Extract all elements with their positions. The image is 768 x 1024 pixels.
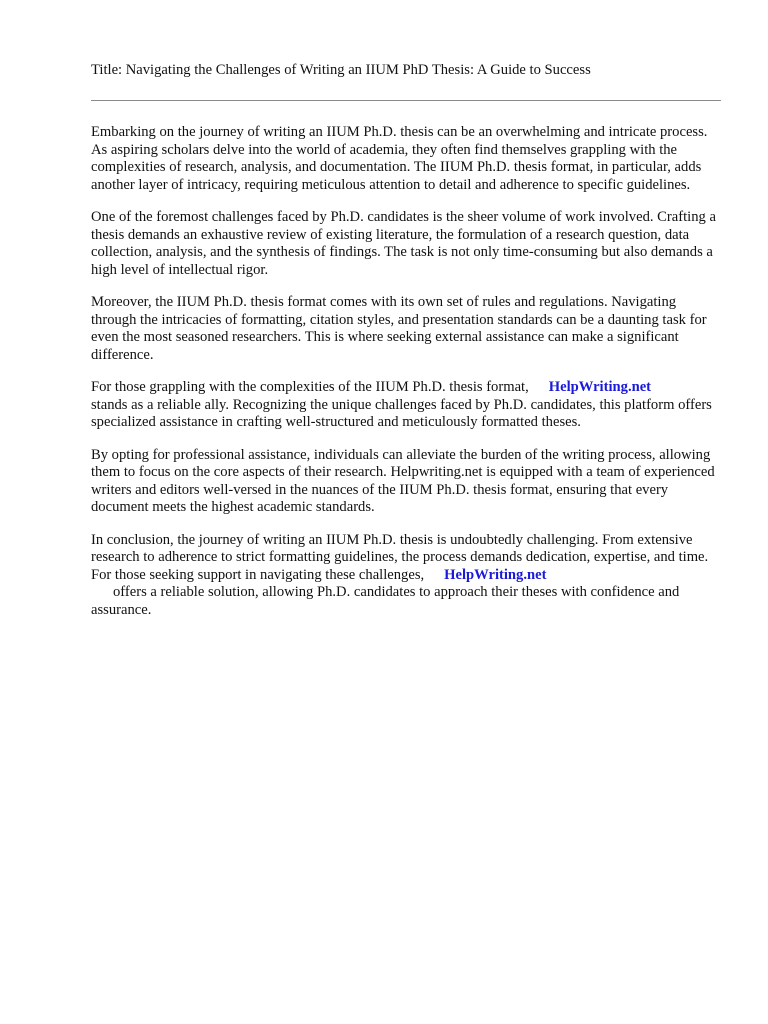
title-divider [91,100,721,101]
paragraph-text: stands as a reliable ally. Recognizing the unique challenges faced by Ph.D. candidates, this platform offers specialized assistance in crafting well-structured and meticulously formatted theses. [91,396,712,430]
paragraph-format-rules: Moreover, the IIUM Ph.D. thesis format comes with its own set of rules and regulations. Navigating through the intricacies of formatting, citation styles, and presentation standards can be a daunting task for even the most seasoned researchers. This is where seeking external assistance can make a significant difference. [91,294,707,363]
paragraph-text: For those grappling with the complexities of the IIUM Ph.D. thesis format, [91,379,529,395]
document-title: Title: Navigating the Challenges of Writing an IIUM PhD Thesis: A Guide to Success [91,62,591,78]
paragraph-challenges: One of the foremost challenges faced by Ph.D. candidates is the sheer volume of work involved. Crafting a thesis demands an exhaustive review of existing literature, the formulation of a research question, data collection, analysis, and the synthesis of findings. The task is not only time-consuming but also demands a high level of intellectual rigor. [91,209,716,278]
helpwriting-link[interactable]: HelpWriting.net [444,566,547,583]
paragraph-text: In conclusion, the journey of writing an IIUM Ph.D. thesis is undoubtedly challenging. From extensive research to adherence to strict formatting guidelines, the process demands dedication, expertise, and time. For those seeking support in navigating these challenges, [91,531,709,583]
paragraph-text: offers a reliable solution, allowing Ph.D. candidates to approach their theses with confidence and assurance. [91,584,680,618]
document-body [91,124,721,634]
paragraph-conclusion [91,532,721,620]
paragraph-intro: Embarking on the journey of writing an IIUM Ph.D. thesis can be an overwhelming and intricate process. As aspiring scholars delve into the world of academia, they often find themselves grappling with the complexities of research, analysis, and documentation. The IIUM Ph.D. thesis format, in particular, adds another layer of intricacy, requiring meticulous attention to detail and adherence to specific guidelines. [91,124,708,193]
paragraph-professional-assistance: By opting for professional assistance, individuals can alleviate the burden of the writing process, allowing them to focus on the core aspects of their research. Helpwriting.net is equipped with a team of experienced writers and editors well-versed in the nuances of the IIUM Ph.D. thesis format, ensuring that every document meets the highest academic standards. [91,446,715,515]
paragraph-helpwriting-ally [91,379,721,432]
helpwriting-link[interactable]: HelpWriting.net [548,379,652,395]
